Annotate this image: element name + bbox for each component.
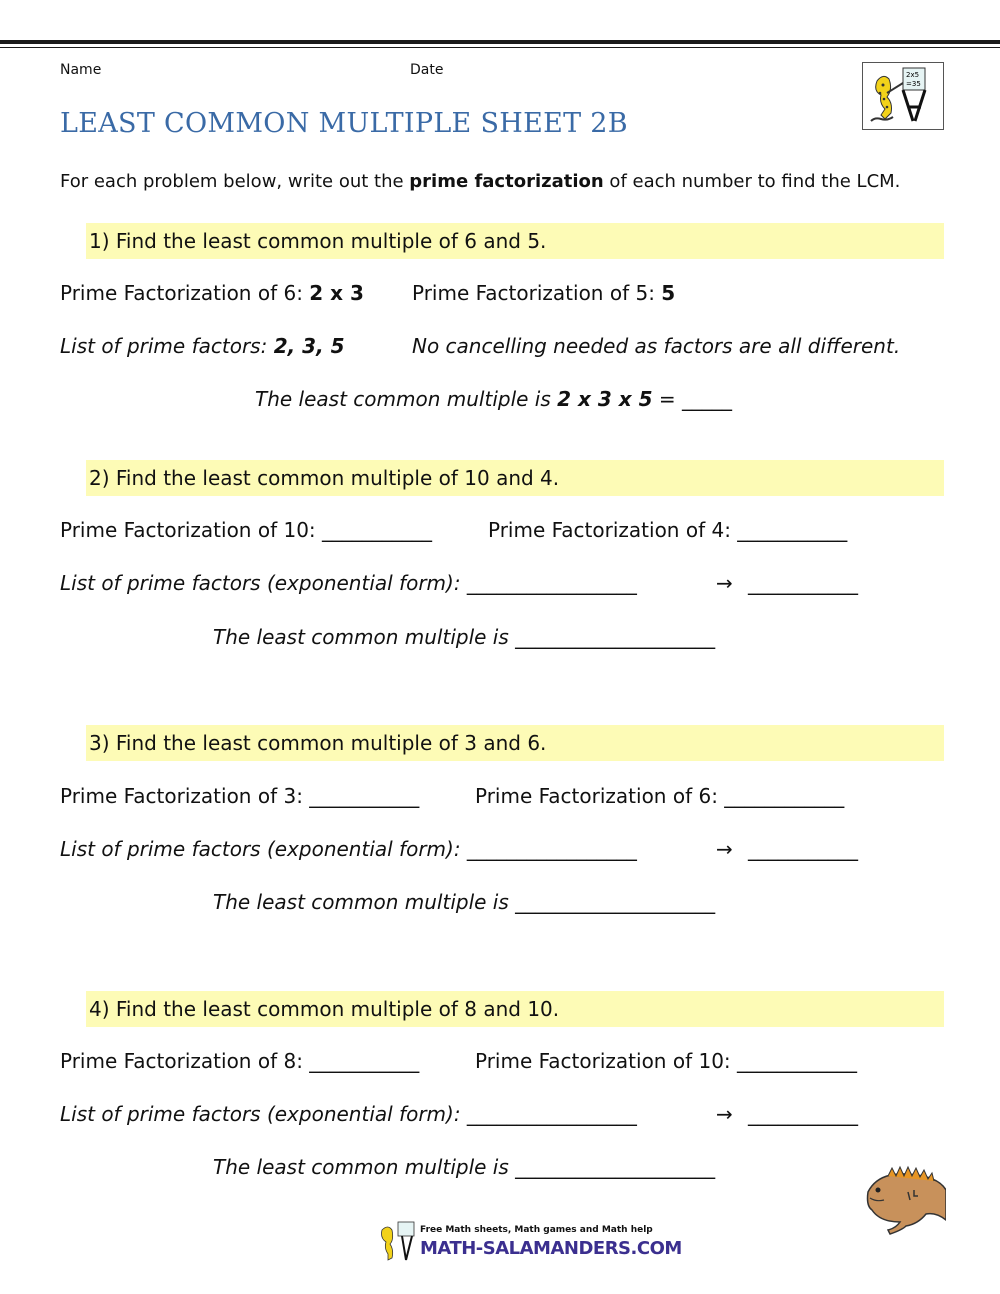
question-1: 1) Find the least common multiple of 6 and 5. <box>86 223 944 259</box>
date-label: Date <box>410 62 444 78</box>
p2-pf-b: Prime Factorization of 4: ___________ <box>488 518 848 542</box>
p4-lcm: The least common multiple is ____________________ <box>213 1155 716 1179</box>
logo-board-text-2: =35 <box>906 80 921 88</box>
p1-pf-b-label: Prime Factorization of 5: <box>412 281 662 305</box>
question-2: 2) Find the least common multiple of 10 and 4. <box>86 460 944 496</box>
p1-list-value: 2, 3, 5 <box>273 334 345 358</box>
p1-lcm-value: 2 x 3 x 5 <box>557 387 653 411</box>
instructions <box>60 171 900 192</box>
p4-arrow-icon: → <box>716 1102 733 1126</box>
p1-pf-b-value: 5 <box>661 281 676 305</box>
p1-pf-a-label: Prime Factorization of 6: <box>60 281 310 305</box>
p2-lcm: The least common multiple is ____________________ <box>213 625 716 649</box>
p1-lcm-label: The least common multiple is <box>255 387 558 411</box>
name-label: Name <box>60 62 102 78</box>
p1-list <box>60 334 345 358</box>
p1-list-label: List of prime factors: <box>60 334 274 358</box>
p3-pf-b: Prime Factorization of 6: ____________ <box>475 784 845 808</box>
p1-pf-a <box>60 281 364 305</box>
worksheet-title: LEAST COMMON MULTIPLE SHEET 2B <box>60 108 628 139</box>
salamander-teacher-logo <box>862 62 944 130</box>
p1-pf-a-value: 2 x 3 <box>309 281 364 305</box>
instructions-post: of each number to find the LCM. <box>603 171 901 192</box>
p3-arrow-icon: → <box>716 837 733 861</box>
p3-arrow-blank: ___________ <box>748 837 858 861</box>
p3-lcm: The least common multiple is ____________________ <box>213 890 716 914</box>
logo-board-text-1: 2x5 <box>906 71 920 79</box>
footer-site: MATH-SALAMANDERS.COM <box>420 1238 682 1259</box>
p4-arrow-blank: ___________ <box>748 1102 858 1126</box>
question-3: 3) Find the least common multiple of 3 and 6. <box>86 725 944 761</box>
p2-arrow-icon: → <box>716 571 733 595</box>
p2-pf-a: Prime Factorization of 10: ___________ <box>60 518 433 542</box>
instructions-bold: prime factorization <box>409 171 604 192</box>
p3-pf-a: Prime Factorization of 3: ___________ <box>60 784 420 808</box>
p4-pf-b: Prime Factorization of 10: ____________ <box>475 1049 858 1073</box>
top-rule-thick <box>0 40 1000 44</box>
footer-tagline: Free Math sheets, Math games and Math help <box>420 1225 653 1235</box>
top-rule-thin <box>0 47 1000 48</box>
p4-pf-a: Prime Factorization of 8: ___________ <box>60 1049 420 1073</box>
p1-pf-b <box>412 281 675 305</box>
p2-arrow-blank: ___________ <box>748 571 858 595</box>
instructions-pre: For each problem below, write out the <box>60 171 410 192</box>
question-4: 4) Find the least common multiple of 8 and 10. <box>86 991 944 1027</box>
p1-lcm <box>255 387 732 411</box>
p4-list: List of prime factors (exponential form): _________________ <box>60 1102 637 1126</box>
p1-lcm-tail: = _____ <box>652 387 733 411</box>
lizard-illustration <box>862 1162 946 1242</box>
p1-note: No cancelling needed as factors are all different. <box>412 334 901 358</box>
p3-list: List of prime factors (exponential form): _________________ <box>60 837 637 861</box>
p2-list: List of prime factors (exponential form): _________________ <box>60 571 637 595</box>
